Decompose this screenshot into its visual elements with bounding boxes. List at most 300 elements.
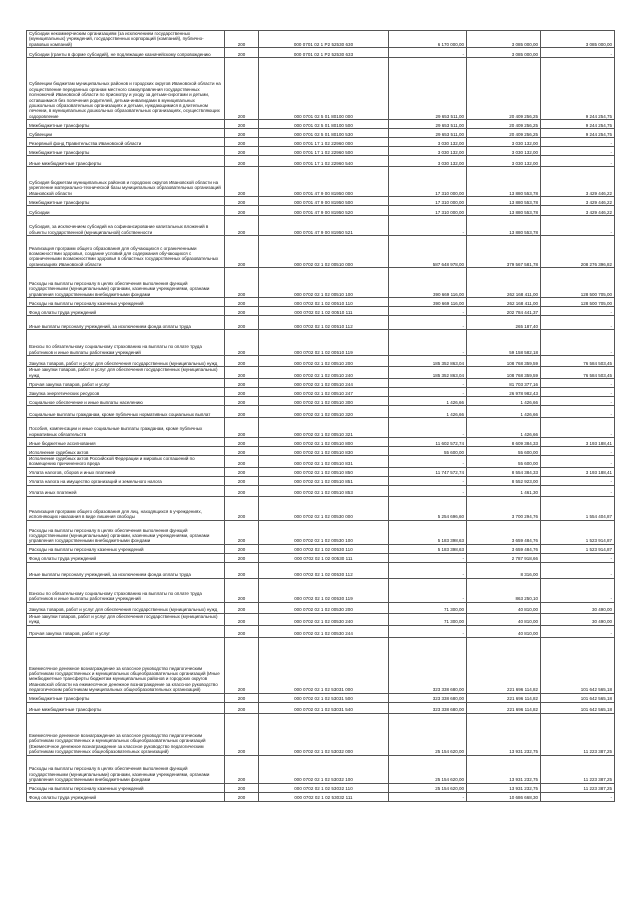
row-name: Фонд оплаты труда учреждений xyxy=(27,307,225,316)
row-budget-code: 000 0701 47 9 00 81950 000 xyxy=(259,167,389,197)
row-unexecuted-amount: 30 490,00 xyxy=(541,602,615,613)
row-name: Субсидии xyxy=(27,206,225,216)
row-unexecuted-amount: - xyxy=(541,48,615,58)
row-line-code: 200 xyxy=(225,316,259,330)
row-unexecuted-amount: - xyxy=(541,316,615,330)
table-row xyxy=(27,379,615,388)
row-unexecuted-amount: 9 244 254,75 xyxy=(541,129,615,138)
row-name: Межбюджетные трансферты xyxy=(27,197,225,206)
row-approved-amount: 323 338 680,00 xyxy=(389,693,467,702)
row-unexecuted-amount: 9 244 254,75 xyxy=(541,58,615,120)
row-approved-amount: - xyxy=(389,307,467,316)
row-executed-amount: 20 409 256,25 xyxy=(467,129,541,138)
row-executed-amount: 221 696 114,82 xyxy=(467,637,541,693)
row-executed-amount: 3 659 484,76 xyxy=(467,520,541,544)
table-row xyxy=(27,316,615,330)
row-approved-amount: - xyxy=(389,625,467,637)
row-executed-amount: 81 703 377,16 xyxy=(467,379,541,388)
row-approved-amount: - xyxy=(389,476,467,485)
row-line-code: 200 xyxy=(225,356,259,367)
row-unexecuted-amount: 30 490,00 xyxy=(541,613,615,625)
row-line-code: 200 xyxy=(225,792,259,801)
row-line-code: 200 xyxy=(225,476,259,485)
row-line-code: 200 xyxy=(225,236,259,268)
row-name: Уплата налогов, сборов и иных платежей xyxy=(27,467,225,476)
row-approved-amount: - xyxy=(389,578,467,602)
row-executed-amount: 108 768 359,59 xyxy=(467,367,541,379)
row-name: Расходы на выплаты персоналу казенных учреждений xyxy=(27,298,225,307)
row-budget-code: 000 0701 47 9 00 81950 520 xyxy=(259,206,389,216)
row-approved-amount: - xyxy=(389,418,467,438)
row-name: Субсидия бюджетам муниципальных районов и городских округов Ивановской области на укрепление материально-технической базы муниципальных образовательных организаций Ивановской области xyxy=(27,167,225,197)
row-line-code: 200 xyxy=(225,713,259,755)
row-name: Взносы по обязательному социальному страхованию на выплаты по оплате труда работников и иные выплаты работникам учреждений xyxy=(27,330,225,356)
row-approved-amount: - xyxy=(389,216,467,236)
row-budget-code: 000 0702 02 1 02 53031 540 xyxy=(259,702,389,713)
row-budget-code: 000 0702 02 1 02 00530 244 xyxy=(259,625,389,637)
table-row xyxy=(27,31,615,48)
row-executed-amount: 8 609 384,33 xyxy=(467,438,541,447)
row-budget-code: 000 0702 02 1 02 00510 111 xyxy=(259,307,389,316)
table-row xyxy=(27,578,615,602)
row-approved-amount: 390 669 116,00 xyxy=(389,268,467,298)
row-unexecuted-amount: 76 584 503,45 xyxy=(541,367,615,379)
row-approved-amount: - xyxy=(389,388,467,397)
row-executed-amount: 13 880 553,78 xyxy=(467,206,541,216)
row-executed-amount: 59 158 582,18 xyxy=(467,330,541,356)
row-unexecuted-amount: 11 223 387,25 xyxy=(541,755,615,783)
row-executed-amount: 3 030 132,00 xyxy=(467,156,541,167)
table-row xyxy=(27,307,615,316)
row-name: Иные закупки товаров, работ и услуг для обеспечения государственных (муниципальных) нужд xyxy=(27,367,225,379)
row-budget-code: 000 0702 02 1 02 00510 110 xyxy=(259,298,389,307)
row-name: Фонд оплаты труда учреждений xyxy=(27,792,225,801)
table-row xyxy=(27,783,615,792)
row-unexecuted-amount: - xyxy=(541,406,615,418)
row-unexecuted-amount: 3 193 188,41 xyxy=(541,467,615,476)
row-unexecuted-amount: - xyxy=(541,330,615,356)
row-name: Иные закупки товаров, работ и услуг для обеспечения государственных (муниципальных) нужд xyxy=(27,613,225,625)
row-unexecuted-amount: - xyxy=(541,156,615,167)
row-unexecuted-amount: - xyxy=(541,388,615,397)
row-approved-amount: - xyxy=(389,379,467,388)
row-executed-amount: 221 696 114,82 xyxy=(467,693,541,702)
row-name: Межбюджетные трансферты xyxy=(27,147,225,156)
row-line-code: 200 xyxy=(225,216,259,236)
row-executed-amount: 55 600,00 xyxy=(467,456,541,468)
row-budget-code: 000 0701 17 1 02 22960 500 xyxy=(259,147,389,156)
table-row xyxy=(27,356,615,367)
row-unexecuted-amount: - xyxy=(541,553,615,562)
table-row xyxy=(27,216,615,236)
row-budget-code: 000 0702 02 1 02 00510 851 xyxy=(259,476,389,485)
row-name: Расходы на выплаты персоналу казенных учреждений xyxy=(27,544,225,553)
table-row xyxy=(27,625,615,637)
row-budget-code: 000 0701 02 5 01 80100 500 xyxy=(259,120,389,129)
row-budget-code: 000 0702 02 1 02 00510 244 xyxy=(259,379,389,388)
table-row xyxy=(27,637,615,693)
row-name: Иные выплаты персоналу учреждений, за исключением фонда оплаты труда xyxy=(27,316,225,330)
table-body xyxy=(27,31,615,802)
row-budget-code: 000 0702 02 1 02 00530 000 xyxy=(259,496,389,520)
row-executed-amount: 379 567 581,78 xyxy=(467,236,541,268)
row-name: Уплата иных платежей xyxy=(27,485,225,496)
row-executed-amount: 40 810,00 xyxy=(467,613,541,625)
row-unexecuted-amount: 1 523 914,87 xyxy=(541,544,615,553)
row-budget-code: 000 0701 17 1 02 22960 000 xyxy=(259,138,389,147)
row-approved-amount: - xyxy=(389,316,467,330)
row-approved-amount: - xyxy=(389,456,467,468)
row-budget-code: 000 0702 02 1 02 00530 111 xyxy=(259,553,389,562)
row-unexecuted-amount: 101 642 565,18 xyxy=(541,693,615,702)
row-name: Субсидия, за исключением субсидий на софинансирование капитальных вложений в объекты государственной (муниципальной) собственности xyxy=(27,216,225,236)
row-executed-amount: 262 168 411,00 xyxy=(467,268,541,298)
row-line-code: 200 xyxy=(225,578,259,602)
row-executed-amount: 3 030 132,00 xyxy=(467,138,541,147)
row-name: Иные межбюджетные трансферты xyxy=(27,156,225,167)
row-name: Социальное обеспечение и иные выплаты населению xyxy=(27,397,225,406)
row-approved-amount: 390 669 116,00 xyxy=(389,298,467,307)
row-name: Ежемесячное денежное вознаграждение за классное руководство педагогическим работникам государственных и муниципальных общеобразовательных организаций (Ежемесячное денежное вознаграждение за классное руководство педагогическим работникам государственных общеобразовательных организаций) xyxy=(27,713,225,755)
row-budget-code: 000 0702 02 1 02 00530 100 xyxy=(259,520,389,544)
row-unexecuted-amount: 11 223 387,25 xyxy=(541,713,615,755)
row-executed-amount: 8 554 384,33 xyxy=(467,467,541,476)
row-unexecuted-amount: - xyxy=(541,792,615,801)
row-unexecuted-amount: - xyxy=(541,625,615,637)
row-unexecuted-amount: - xyxy=(541,476,615,485)
row-unexecuted-amount: 101 642 565,18 xyxy=(541,637,615,693)
row-unexecuted-amount: 208 276 396,82 xyxy=(541,236,615,268)
row-unexecuted-amount: 3 429 446,22 xyxy=(541,206,615,216)
row-line-code: 200 xyxy=(225,31,259,48)
row-name: Прочая закупка товаров, работ и услуг xyxy=(27,379,225,388)
row-unexecuted-amount: - xyxy=(541,379,615,388)
row-approved-amount: 17 310 000,00 xyxy=(389,206,467,216)
row-budget-code: 000 0702 02 1 02 00510 321 xyxy=(259,418,389,438)
row-executed-amount: 1 426,66 xyxy=(467,418,541,438)
row-executed-amount: 20 409 256,25 xyxy=(467,58,541,120)
row-budget-code: 000 0701 02 5 01 80100 530 xyxy=(259,129,389,138)
row-approved-amount: 587 648 978,00 xyxy=(389,236,467,268)
row-approved-amount: 3 030 132,00 xyxy=(389,138,467,147)
row-unexecuted-amount: - xyxy=(541,578,615,602)
row-unexecuted-amount: 76 584 503,45 xyxy=(541,356,615,367)
table-row xyxy=(27,544,615,553)
row-line-code: 200 xyxy=(225,783,259,792)
row-name: Ежемесячное денежное вознаграждение за классное руководство педагогическим работникам государственных и муниципальных общеобразовательных организаций (Иные межбюджетные трансферты бюджетам муниципальных районов и городских округов Ивановской области на ежемесячное денежное вознаграждение за классное руководство педагогическим работникам муниципальных общеобразовательных организаций) xyxy=(27,637,225,693)
row-unexecuted-amount: 128 500 705,00 xyxy=(541,268,615,298)
table-row xyxy=(27,602,615,613)
row-executed-amount: 3 085 000,00 xyxy=(467,48,541,58)
row-executed-amount: 863 250,10 xyxy=(467,578,541,602)
row-budget-code: 000 0702 02 1 02 00510 300 xyxy=(259,397,389,406)
table-row xyxy=(27,167,615,197)
row-executed-amount: 3 030 132,00 xyxy=(467,147,541,156)
row-approved-amount: - xyxy=(389,562,467,578)
row-budget-code: 000 0701 02 5 01 80100 000 xyxy=(259,58,389,120)
row-executed-amount: 13 931 232,75 xyxy=(467,783,541,792)
table-row xyxy=(27,129,615,138)
row-unexecuted-amount: 11 223 387,25 xyxy=(541,783,615,792)
row-executed-amount: 40 810,00 xyxy=(467,625,541,637)
row-unexecuted-amount: - xyxy=(541,447,615,456)
row-line-code: 200 xyxy=(225,138,259,147)
row-executed-amount: 1 461,30 xyxy=(467,485,541,496)
row-approved-amount: 71 300,00 xyxy=(389,602,467,613)
row-budget-code: 000 0701 02 1 P2 52530 630 xyxy=(259,31,389,48)
row-approved-amount: 5 254 696,60 xyxy=(389,496,467,520)
row-name: Фонд оплаты труда учреждений xyxy=(27,553,225,562)
table-row xyxy=(27,418,615,438)
row-budget-code: 000 0702 02 1 02 00510 100 xyxy=(259,268,389,298)
row-budget-code: 000 0702 02 1 02 00510 850 xyxy=(259,467,389,476)
row-name: Резервный фонд Правительства Ивановской области xyxy=(27,138,225,147)
row-approved-amount: 323 338 680,00 xyxy=(389,637,467,693)
row-executed-amount: 13 880 553,78 xyxy=(467,216,541,236)
row-executed-amount: 8 552 923,00 xyxy=(467,476,541,485)
row-approved-amount: 6 170 000,00 xyxy=(389,31,467,48)
row-line-code: 200 xyxy=(225,307,259,316)
row-executed-amount: 13 880 553,78 xyxy=(467,197,541,206)
row-line-code: 200 xyxy=(225,167,259,197)
row-budget-code: 000 0702 02 1 02 00510 112 xyxy=(259,316,389,330)
row-line-code: 200 xyxy=(225,693,259,702)
row-unexecuted-amount: - xyxy=(541,456,615,468)
row-executed-amount: 10 686 668,30 xyxy=(467,792,541,801)
row-approved-amount: 25 154 620,00 xyxy=(389,713,467,755)
row-name: Реализация программ общего образования для лиц, находящихся в учреждениях, исполняющих наказания в виде лишения свободы xyxy=(27,496,225,520)
row-approved-amount: - xyxy=(389,330,467,356)
row-unexecuted-amount: - xyxy=(541,397,615,406)
row-line-code: 200 xyxy=(225,129,259,138)
row-line-code: 200 xyxy=(225,553,259,562)
row-name: Расходы на выплаты персоналу в целях обеспечения выполнения функций государственными (муниципальными) органами, казенными учреждениями, органами управления государственными внебюджетными фондами xyxy=(27,268,225,298)
row-line-code: 200 xyxy=(225,268,259,298)
row-executed-amount: 40 810,00 xyxy=(467,602,541,613)
row-unexecuted-amount: 3 429 446,22 xyxy=(541,197,615,206)
row-budget-code: 000 0702 02 1 02 00510 247 xyxy=(259,388,389,397)
row-line-code: 200 xyxy=(225,602,259,613)
table-row xyxy=(27,613,615,625)
table-row xyxy=(27,397,615,406)
row-executed-amount: 26 978 982,43 xyxy=(467,388,541,397)
report-page xyxy=(26,30,614,802)
row-budget-code: 000 0702 02 1 02 00530 200 xyxy=(259,602,389,613)
table-row xyxy=(27,702,615,713)
row-budget-code: 000 0702 02 1 02 00530 110 xyxy=(259,544,389,553)
table-row xyxy=(27,120,615,129)
row-budget-code: 000 0702 02 1 02 00510 119 xyxy=(259,330,389,356)
table-row xyxy=(27,236,615,268)
table-row xyxy=(27,553,615,562)
table-row xyxy=(27,298,615,307)
row-budget-code: 000 0702 02 1 02 00510 240 xyxy=(259,367,389,379)
row-name: Закупка энергетических ресурсов xyxy=(27,388,225,397)
row-approved-amount: 55 600,00 xyxy=(389,447,467,456)
row-unexecuted-amount: - xyxy=(541,418,615,438)
table-row xyxy=(27,438,615,447)
row-line-code: 200 xyxy=(225,456,259,468)
row-line-code: 200 xyxy=(225,520,259,544)
row-approved-amount: - xyxy=(389,792,467,801)
table-row xyxy=(27,58,615,120)
row-budget-code: 000 0702 02 1 02 53031 500 xyxy=(259,693,389,702)
row-line-code: 200 xyxy=(225,496,259,520)
row-line-code: 200 xyxy=(225,438,259,447)
table-row xyxy=(27,268,615,298)
table-row xyxy=(27,367,615,379)
row-name: Межбюджетные трансферты xyxy=(27,693,225,702)
table-row xyxy=(27,693,615,702)
row-budget-code: 000 0702 02 1 02 00510 831 xyxy=(259,456,389,468)
row-name: Исполнение судебных актов Российской Федерации и мировых соглашений по возмещению причиненного вреда xyxy=(27,456,225,468)
row-name: Иные межбюджетные трансферты xyxy=(27,702,225,713)
row-executed-amount: 3 659 484,76 xyxy=(467,544,541,553)
table-row xyxy=(27,520,615,544)
row-budget-code: 000 0702 02 1 02 00530 240 xyxy=(259,613,389,625)
row-line-code: 200 xyxy=(225,562,259,578)
row-executed-amount: 1 426,66 xyxy=(467,406,541,418)
row-line-code: 200 xyxy=(225,197,259,206)
row-unexecuted-amount: - xyxy=(541,147,615,156)
row-budget-code: 000 0702 02 1 02 53032 111 xyxy=(259,792,389,801)
row-name: Субвенции бюджетам муниципальных районов и городских округов Ивановской области на осуществление переданных органам местного самоуправления государственных полномочий Ивановской области по присмотру и уходу за детьми-сиротами и детьми, оставшимися без попечения родителей, детьми-инвалидами в муниципальных дошкольных образовательных организациях и детьми, нуждающимися в длительном лечении, в муниципальных дошкольных образовательных организациях, осуществляющих оздоровление xyxy=(27,58,225,120)
row-approved-amount: - xyxy=(389,485,467,496)
budget-execution-table xyxy=(26,30,615,802)
row-name: Субсидии (гранты в форме субсидий), не подлежащие казначейскому сопровождению xyxy=(27,48,225,58)
row-unexecuted-amount: 1 523 914,87 xyxy=(541,520,615,544)
row-approved-amount: 5 183 398,63 xyxy=(389,544,467,553)
row-budget-code: 000 0702 02 1 02 00510 200 xyxy=(259,356,389,367)
row-line-code: 200 xyxy=(225,147,259,156)
table-row xyxy=(27,388,615,397)
row-line-code: 200 xyxy=(225,485,259,496)
row-name: Взносы по обязательному социальному страхованию на выплаты по оплате труда работников и иные выплаты работникам учреждений xyxy=(27,578,225,602)
table-row xyxy=(27,48,615,58)
row-budget-code: 000 0701 47 9 00 81950 521 xyxy=(259,216,389,236)
row-line-code: 200 xyxy=(225,330,259,356)
row-name: Социальные выплаты гражданам, кроме публичных нормативных социальных выплат xyxy=(27,406,225,418)
row-approved-amount: 1 426,66 xyxy=(389,397,467,406)
row-line-code: 200 xyxy=(225,613,259,625)
table-row xyxy=(27,206,615,216)
table-row xyxy=(27,476,615,485)
row-name: Уплата налога на имущество организаций и земельного налога xyxy=(27,476,225,485)
row-name: Прочая закупка товаров, работ и услуг xyxy=(27,625,225,637)
row-budget-code: 000 0702 02 1 02 00530 119 xyxy=(259,578,389,602)
row-unexecuted-amount: - xyxy=(541,216,615,236)
row-unexecuted-amount: - xyxy=(541,138,615,147)
row-name: Пособия, компенсации и иные социальные выплаты гражданам, кроме публичных нормативных обязательств xyxy=(27,418,225,438)
row-approved-amount: 25 154 620,00 xyxy=(389,783,467,792)
row-name: Исполнение судебных актов xyxy=(27,447,225,456)
row-approved-amount: 29 653 511,00 xyxy=(389,58,467,120)
row-budget-code: 000 0702 02 1 02 00510 320 xyxy=(259,406,389,418)
table-row xyxy=(27,156,615,167)
row-executed-amount: 221 696 114,82 xyxy=(467,702,541,713)
row-approved-amount: 29 653 511,00 xyxy=(389,120,467,129)
table-row xyxy=(27,330,615,356)
table-row xyxy=(27,447,615,456)
row-approved-amount: 71 300,00 xyxy=(389,613,467,625)
row-budget-code: 000 0702 02 1 02 00510 853 xyxy=(259,485,389,496)
row-budget-code: 000 0702 02 1 02 53031 000 xyxy=(259,637,389,693)
row-line-code: 200 xyxy=(225,58,259,120)
table-row xyxy=(27,456,615,468)
row-unexecuted-amount: 101 642 565,18 xyxy=(541,702,615,713)
row-name: Субсидии некоммерческим организациям (за исключением государственных (муниципальных) учреждений, государственных корпораций (компаний), публично-правовых компаний) xyxy=(27,31,225,48)
row-line-code: 200 xyxy=(225,406,259,418)
row-line-code: 200 xyxy=(225,625,259,637)
row-approved-amount: 29 653 511,00 xyxy=(389,129,467,138)
row-line-code: 200 xyxy=(225,418,259,438)
table-row xyxy=(27,138,615,147)
row-approved-amount: - xyxy=(389,48,467,58)
row-approved-amount: 11 747 572,74 xyxy=(389,467,467,476)
row-approved-amount: 17 310 000,00 xyxy=(389,197,467,206)
row-line-code: 200 xyxy=(225,379,259,388)
row-budget-code: 000 0701 17 1 02 22960 540 xyxy=(259,156,389,167)
row-budget-code: 000 0702 02 1 02 53032 100 xyxy=(259,755,389,783)
row-executed-amount: 262 168 411,00 xyxy=(467,298,541,307)
row-executed-amount: 2 787 918,66 xyxy=(467,553,541,562)
row-unexecuted-amount: - xyxy=(541,307,615,316)
row-budget-code: 000 0702 02 1 02 53032 000 xyxy=(259,713,389,755)
row-approved-amount: 185 352 863,04 xyxy=(389,356,467,367)
row-line-code: 200 xyxy=(225,298,259,307)
table-row xyxy=(27,485,615,496)
table-row xyxy=(27,713,615,755)
row-approved-amount: 3 030 132,00 xyxy=(389,156,467,167)
table-row xyxy=(27,406,615,418)
row-approved-amount: 1 426,66 xyxy=(389,406,467,418)
row-budget-code: 000 0702 02 1 02 53032 110 xyxy=(259,783,389,792)
row-executed-amount: 55 600,00 xyxy=(467,447,541,456)
row-executed-amount: 3 085 000,00 xyxy=(467,31,541,48)
row-executed-amount: 20 409 256,25 xyxy=(467,120,541,129)
row-executed-amount: 13 931 232,75 xyxy=(467,755,541,783)
row-executed-amount: 13 931 232,75 xyxy=(467,713,541,755)
row-budget-code: 000 0702 02 1 02 00510 000 xyxy=(259,236,389,268)
row-line-code: 200 xyxy=(225,388,259,397)
row-unexecuted-amount: 9 244 254,75 xyxy=(541,120,615,129)
row-approved-amount: 323 338 680,00 xyxy=(389,702,467,713)
row-executed-amount: 265 187,40 xyxy=(467,316,541,330)
row-executed-amount: 3 700 294,76 xyxy=(467,496,541,520)
row-budget-code: 000 0702 02 1 02 00510 830 xyxy=(259,447,389,456)
row-line-code: 200 xyxy=(225,397,259,406)
row-executed-amount: 1 426,66 xyxy=(467,397,541,406)
row-executed-amount: 8 316,00 xyxy=(467,562,541,578)
row-unexecuted-amount: 1 554 404,87 xyxy=(541,496,615,520)
row-line-code: 200 xyxy=(225,544,259,553)
table-row xyxy=(27,792,615,801)
row-unexecuted-amount: - xyxy=(541,485,615,496)
row-name: Иные бюджетные ассигнования xyxy=(27,438,225,447)
row-name: Расходы на выплаты персоналу в целях обеспечения выполнения функций государственными (муниципальными) органами, казенными учреждениями, органами управления государственными внебюджетными фондами xyxy=(27,755,225,783)
row-approved-amount: - xyxy=(389,553,467,562)
row-name: Закупка товаров, работ и услуг для обеспечения государственных (муниципальных) нужд xyxy=(27,356,225,367)
row-executed-amount: 108 768 359,59 xyxy=(467,356,541,367)
row-line-code: 200 xyxy=(225,206,259,216)
row-line-code: 200 xyxy=(225,702,259,713)
row-name: Межбюджетные трансферты xyxy=(27,120,225,129)
row-line-code: 200 xyxy=(225,467,259,476)
table-row xyxy=(27,496,615,520)
row-name: Иные выплаты персоналу учреждений, за исключением фонда оплаты труда xyxy=(27,562,225,578)
table-row xyxy=(27,147,615,156)
row-name: Расходы на выплаты персоналу казенных учреждений xyxy=(27,783,225,792)
